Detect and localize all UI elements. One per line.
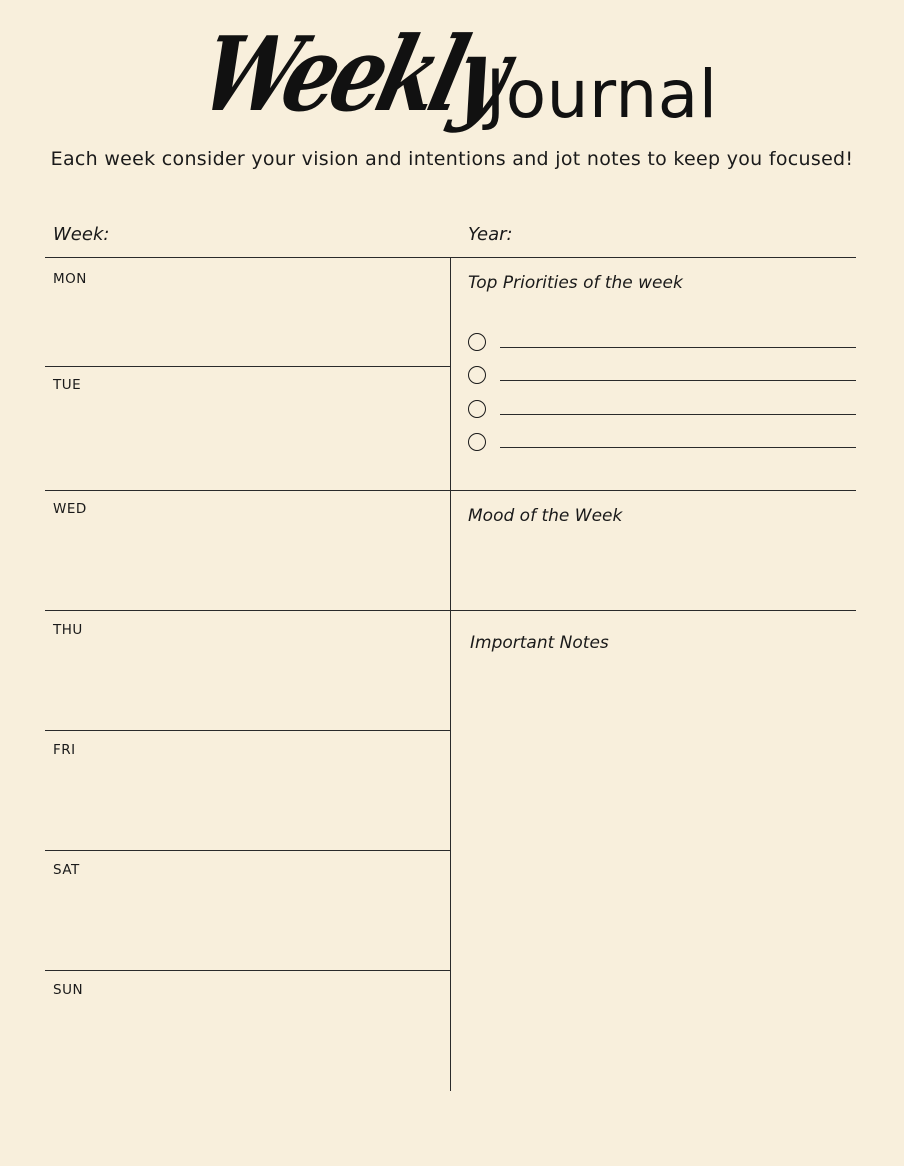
subtitle: Each week consider your vision and intentions and jot notes to keep you focused! <box>50 148 854 170</box>
priority-checkbox[interactable] <box>468 333 486 351</box>
day-label-mon: MON <box>53 271 87 287</box>
day-divider <box>45 970 450 971</box>
title-script-word: Weekly <box>189 13 518 135</box>
day-divider <box>45 366 450 367</box>
day-divider <box>45 850 450 851</box>
day-label-thu: THU <box>53 622 83 638</box>
day-label-tue: TUE <box>53 377 82 393</box>
day-label-wed: WED <box>53 501 87 517</box>
priority-checkbox[interactable] <box>468 433 486 451</box>
mood-label: Mood of the Week <box>468 506 623 526</box>
week-label: Week: <box>53 224 110 245</box>
priority-line <box>500 447 856 448</box>
day-label-fri: FRI <box>53 742 76 758</box>
page-title <box>0 13 904 148</box>
title-main-word: Journal <box>485 56 718 133</box>
day-divider <box>45 730 450 731</box>
year-label: Year: <box>468 224 513 245</box>
priority-checkbox[interactable] <box>468 400 486 418</box>
priority-line <box>500 414 856 415</box>
day-label-sun: SUN <box>53 982 84 998</box>
column-divider <box>450 258 451 1091</box>
priority-line <box>500 347 856 348</box>
priority-checkbox[interactable] <box>468 366 486 384</box>
notes-label: Important Notes <box>470 633 609 653</box>
priorities-label: Top Priorities of the week <box>468 273 683 293</box>
day-label-sat: SAT <box>53 862 80 878</box>
day-divider <box>45 610 856 611</box>
priority-line <box>500 380 856 381</box>
day-divider <box>45 490 856 491</box>
